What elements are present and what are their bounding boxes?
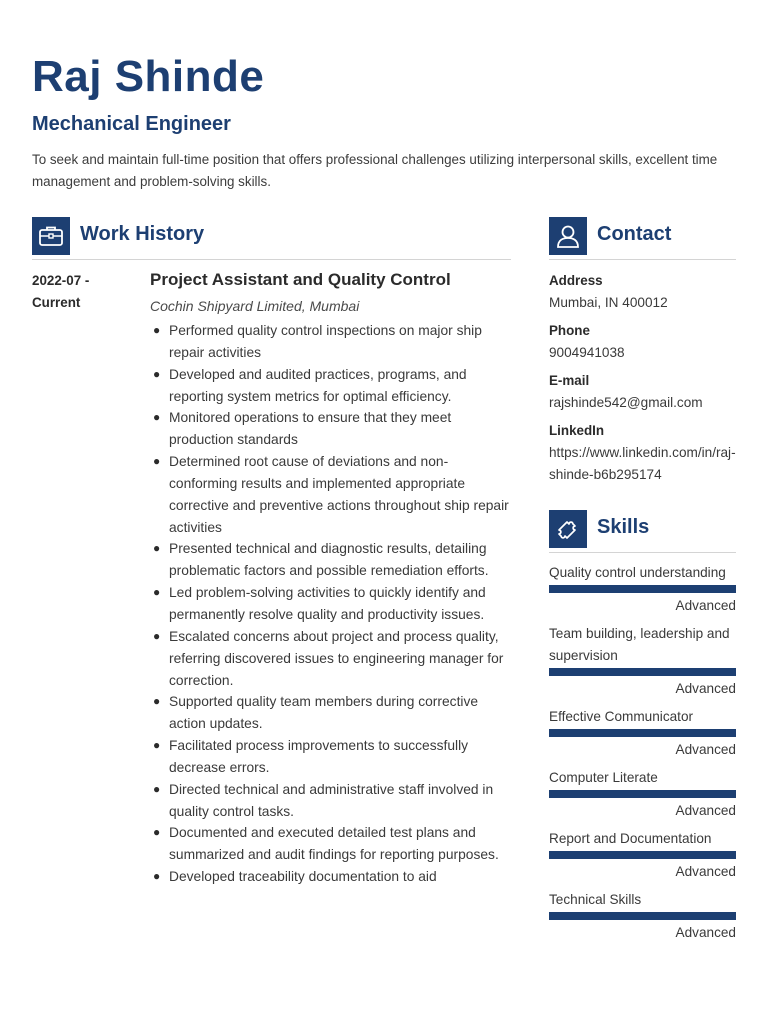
job-duties-list [150, 320, 512, 888]
address-label: Address [549, 273, 603, 288]
skill-name: Computer Literate [549, 770, 658, 785]
phone-value: 9004941038 [549, 345, 625, 360]
skill-item [549, 767, 736, 822]
duty-item: ● Supported quality team members during corrective action updates. [150, 691, 512, 735]
contact-details [549, 270, 739, 492]
duty-item: ● Determined root cause of deviations and non-conforming results and implemented appropriate corrective and preventive actions throughout ship repair activities [150, 451, 512, 538]
candidate-name: Raj Shinde [32, 52, 265, 101]
objective-statement: To seek and maintain full-time position that offers professional challenges utilizing interpersonal skills, excellent time management and problem-solving skills. [32, 152, 718, 189]
duty-item: ● Performed quality control inspections on major ship repair activities [150, 320, 512, 364]
skill-level-fill [549, 668, 736, 676]
job-company: Cochin Shipyard Limited, Mumbai [150, 298, 360, 314]
job-position-title: Project Assistant and Quality Control [150, 270, 451, 289]
skill-level: Advanced [675, 864, 736, 879]
skill-level-bar [549, 729, 736, 737]
skills-header [549, 510, 736, 553]
job-date-range [32, 270, 132, 314]
duty-item: ● Documented and executed detailed test plans and summarized and audit findings for reporting purposes. [150, 822, 512, 866]
duty-item: ● Developed traceability documentation to aid [150, 866, 512, 888]
skill-name: Report and Documentation [549, 831, 712, 846]
linkedin-value: https://www.linkedin.com/in/raj-shinde-b6b295174 [549, 445, 736, 482]
skill-level: Advanced [675, 681, 736, 696]
bullet-icon: ● [153, 323, 161, 337]
skill-level-fill [549, 585, 736, 593]
skill-name: Quality control understanding [549, 565, 726, 580]
bullet-icon: ● [153, 738, 161, 753]
duty-item: ● Directed technical and administrative staff involved in quality control tasks. [150, 779, 512, 823]
linkedin-label: LinkedIn [549, 423, 605, 438]
skill-item [549, 623, 736, 700]
skill-level: Advanced [675, 598, 736, 613]
puzzle-icon [549, 510, 587, 548]
skill-item [549, 706, 736, 761]
skill-level-bar [549, 790, 736, 798]
email-label: E-mail [549, 373, 590, 388]
bullet-icon: ● [153, 869, 161, 884]
skill-level: Advanced [675, 742, 736, 757]
duty-item: ● Led problem-solving activities to quickly identify and permanently resolve quality and productivity issues. [150, 582, 512, 626]
phone-label: Phone [549, 323, 590, 338]
skill-level-bar [549, 585, 736, 593]
briefcase-icon [32, 217, 70, 255]
bullet-icon: ● [153, 781, 161, 796]
skill-name: Technical Skills [549, 892, 642, 907]
duty-item: ● Presented technical and diagnostic results, detailing problematic factors and possible remediation efforts. [150, 538, 512, 582]
work-history-header [32, 217, 511, 260]
skills-list [549, 562, 736, 950]
work-history-title: Work History [80, 223, 205, 245]
skills-title: Skills [597, 516, 650, 538]
duty-item: ● Developed and audited practices, programs, and reporting system metrics for optimal efficiency. [150, 364, 512, 408]
job-title-headline: Mechanical Engineer [32, 113, 231, 135]
bullet-icon: ● [153, 410, 161, 425]
user-icon [549, 217, 587, 255]
bullet-icon: ● [153, 825, 161, 840]
address-value: Mumbai, IN 400012 [549, 295, 668, 310]
skill-item [549, 889, 736, 944]
skill-level-bar [549, 668, 736, 676]
bullet-icon: ● [153, 585, 161, 600]
bullet-icon: ● [153, 694, 161, 709]
bullet-icon: ● [153, 541, 161, 556]
skill-level-fill [549, 851, 736, 859]
bullet-icon: ● [153, 454, 161, 469]
email-value: rajshinde542@gmail.com [549, 395, 703, 410]
skill-level-fill [549, 729, 736, 737]
skill-name: Effective Communicator [549, 709, 694, 724]
skill-item [549, 828, 736, 883]
bullet-icon: ● [153, 628, 161, 643]
job-date-end: Current [32, 295, 81, 310]
skill-level: Advanced [675, 925, 736, 940]
skill-name: Team building, leadership and supervision [549, 626, 730, 663]
skill-level-fill [549, 912, 736, 920]
bullet-icon: ● [153, 366, 161, 381]
job-date-start: 2022-07 - [32, 273, 90, 288]
duty-item: ● Facilitated process improvements to successfully decrease errors. [150, 735, 512, 779]
skill-level-bar [549, 851, 736, 859]
contact-header [549, 217, 736, 260]
skill-item [549, 562, 736, 617]
duty-item: ● Escalated concerns about project and process quality, referring discovered issues to engineering manager for correction. [150, 626, 512, 692]
contact-title: Contact [597, 223, 672, 245]
duty-item: ● Monitored operations to ensure that they meet production standards [150, 407, 512, 451]
skill-level-fill [549, 790, 736, 798]
skill-level-bar [549, 912, 736, 920]
skill-level: Advanced [675, 803, 736, 818]
